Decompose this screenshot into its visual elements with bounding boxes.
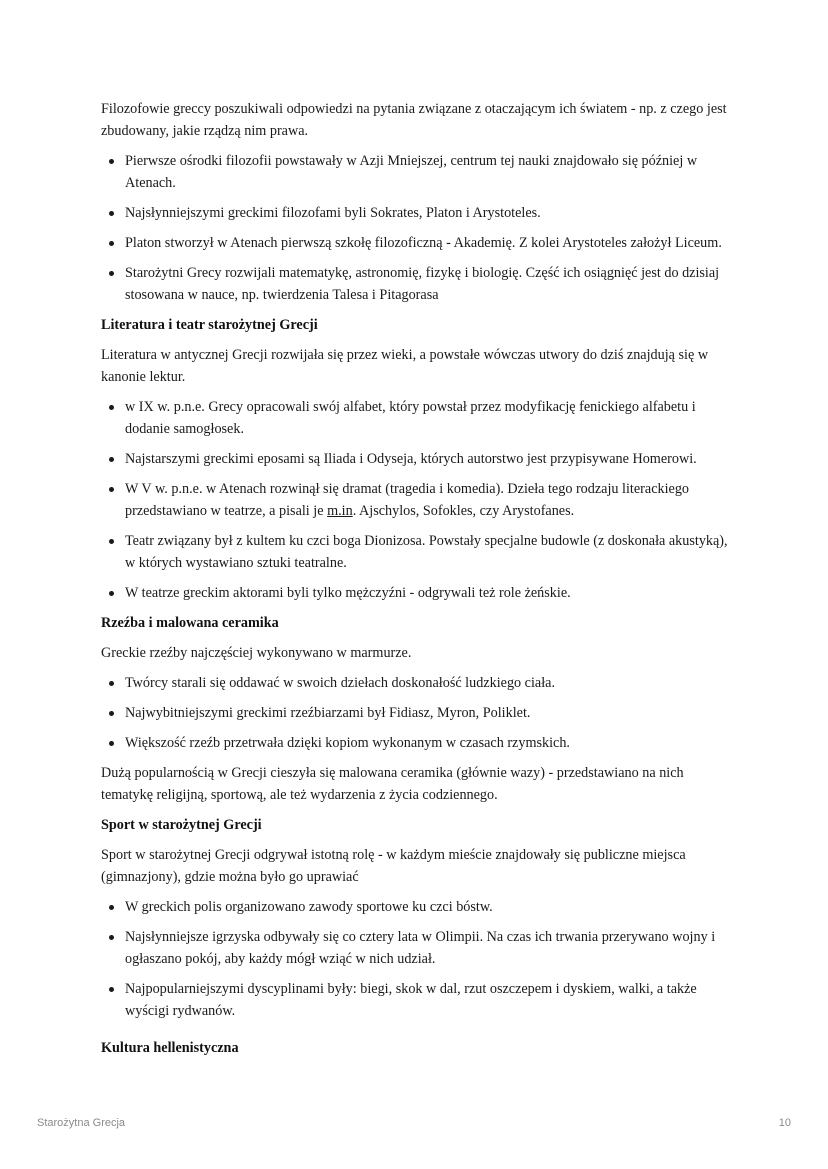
drama-text: W V w. p.n.e. w Atenach rozwinął się dramat (tragedia i komedia). Dzieła tego rodzaju literackiego przedstawiano w teatrze, a pisali je	[125, 481, 690, 519]
list-item: w IX w. p.n.e. Grecy opracowali swój alfabet, który powstał przez modyfikację fenickiego alfabetu i dodanie samogłosek.	[125, 396, 731, 440]
list-item: Twórcy starali się oddawać w swoich dziełach doskonałość ludzkiego ciała.	[125, 672, 731, 694]
list-item: Starożytni Grecy rozwijali matematykę, astronomię, fizykę i biologię. Część ich osiągnięć jest do dzisiaj stosowana w nauce, np. twierdzenia Talesa i Pitagorasa	[125, 262, 731, 306]
literature-paragraph: Literatura w antycznej Grecji rozwijała się przez wieki, a powstałe wówczas utwory do dziś znajdują się w kanonie lektur.	[101, 347, 709, 385]
intro-paragraph: Filozofowie greccy poszukiwali odpowiedzi na pytania związane z otaczającym ich światem - np. z czego jest zbudowany, jakie rządzą nim prawa.	[101, 101, 727, 139]
footer-title: Starożytna Grecja	[37, 1117, 126, 1129]
list-item: Platon stworzył w Atenach pierwszą szkołę filozoficzną - Akademię. Z kolei Arystoteles założył Liceum.	[125, 232, 731, 254]
page-number: 10	[778, 1117, 791, 1129]
list-item: Najpopularniejszymi dyscyplinami były: biegi, skok w dal, rzut oszczepem i dyskiem, walki, a także wyścigi rydwanów.	[125, 978, 731, 1022]
sport-paragraph: Sport w starożytnej Grecji odgrywał istotną rolę - w każdym mieście znajdowały się publiczne miejsca (gimnazjony), gdzie można było go uprawiać	[101, 847, 686, 885]
list-item: Najsłynniejszymi greckimi filozofami byli Sokrates, Platon i Arystoteles.	[125, 202, 731, 224]
literature-list	[101, 396, 731, 604]
list-item: W greckich polis organizowano zawody sportowe ku czci bóstw.	[125, 896, 731, 918]
abbreviation-link[interactable]: m.in	[327, 503, 353, 519]
document-page	[101, 98, 731, 1030]
sculpture-list	[101, 672, 731, 754]
sculpture-paragraph: Greckie rzeźby najczęściej wykonywano w marmurze.	[101, 645, 412, 661]
list-item: Najwybitniejszymi greckimi rzeźbiarzami był Fidiasz, Myron, Poliklet.	[125, 702, 731, 724]
list-item-drama	[125, 478, 731, 522]
section-heading-sport: Sport w starożytnej Grecji	[101, 817, 262, 833]
drama-text-end: . Ajschylos, Sofokles, czy Arystofanes.	[352, 503, 575, 519]
section-heading-hellenistic: Kultura hellenistyczna	[101, 1040, 239, 1056]
philosophy-list	[101, 150, 731, 306]
ceramics-paragraph: Dużą popularnością w Grecji cieszyła się malowana ceramika (głównie wazy) - przedstawiano na nich tematykę religijną, sportową, ale też wydarzenia z życia codziennego.	[101, 765, 684, 803]
sport-list	[101, 896, 731, 1022]
list-item: Pierwsze ośrodki filozofii powstawały w Azji Mniejszej, centrum tej nauki znajdowało się później w Atenach.	[125, 150, 731, 194]
section-heading-literature: Literatura i teatr starożytnej Grecji	[101, 317, 318, 333]
list-item: Najsłynniejsze igrzyska odbywały się co cztery lata w Olimpii. Na czas ich trwania przerywano wojny i ogłaszano pokój, aby każdy mógł wziąć w nich udział.	[125, 926, 731, 970]
section-heading-sculpture: Rzeźba i malowana ceramika	[101, 615, 279, 631]
list-item: Większość rzeźb przetrwała dzięki kopiom wykonanym w czasach rzymskich.	[125, 732, 731, 754]
list-item: Najstarszymi greckimi eposami są Iliada i Odyseja, których autorstwo jest przypisywane Homerowi.	[125, 448, 731, 470]
list-item: Teatr związany był z kultem ku czci boga Dionizosa. Powstały specjalne budowle (z doskonała akustyką), w których wystawiano sztuki teatralne.	[125, 530, 731, 574]
list-item: W teatrze greckim aktorami byli tylko mężczyźni - odgrywali też role żeńskie.	[125, 582, 731, 604]
